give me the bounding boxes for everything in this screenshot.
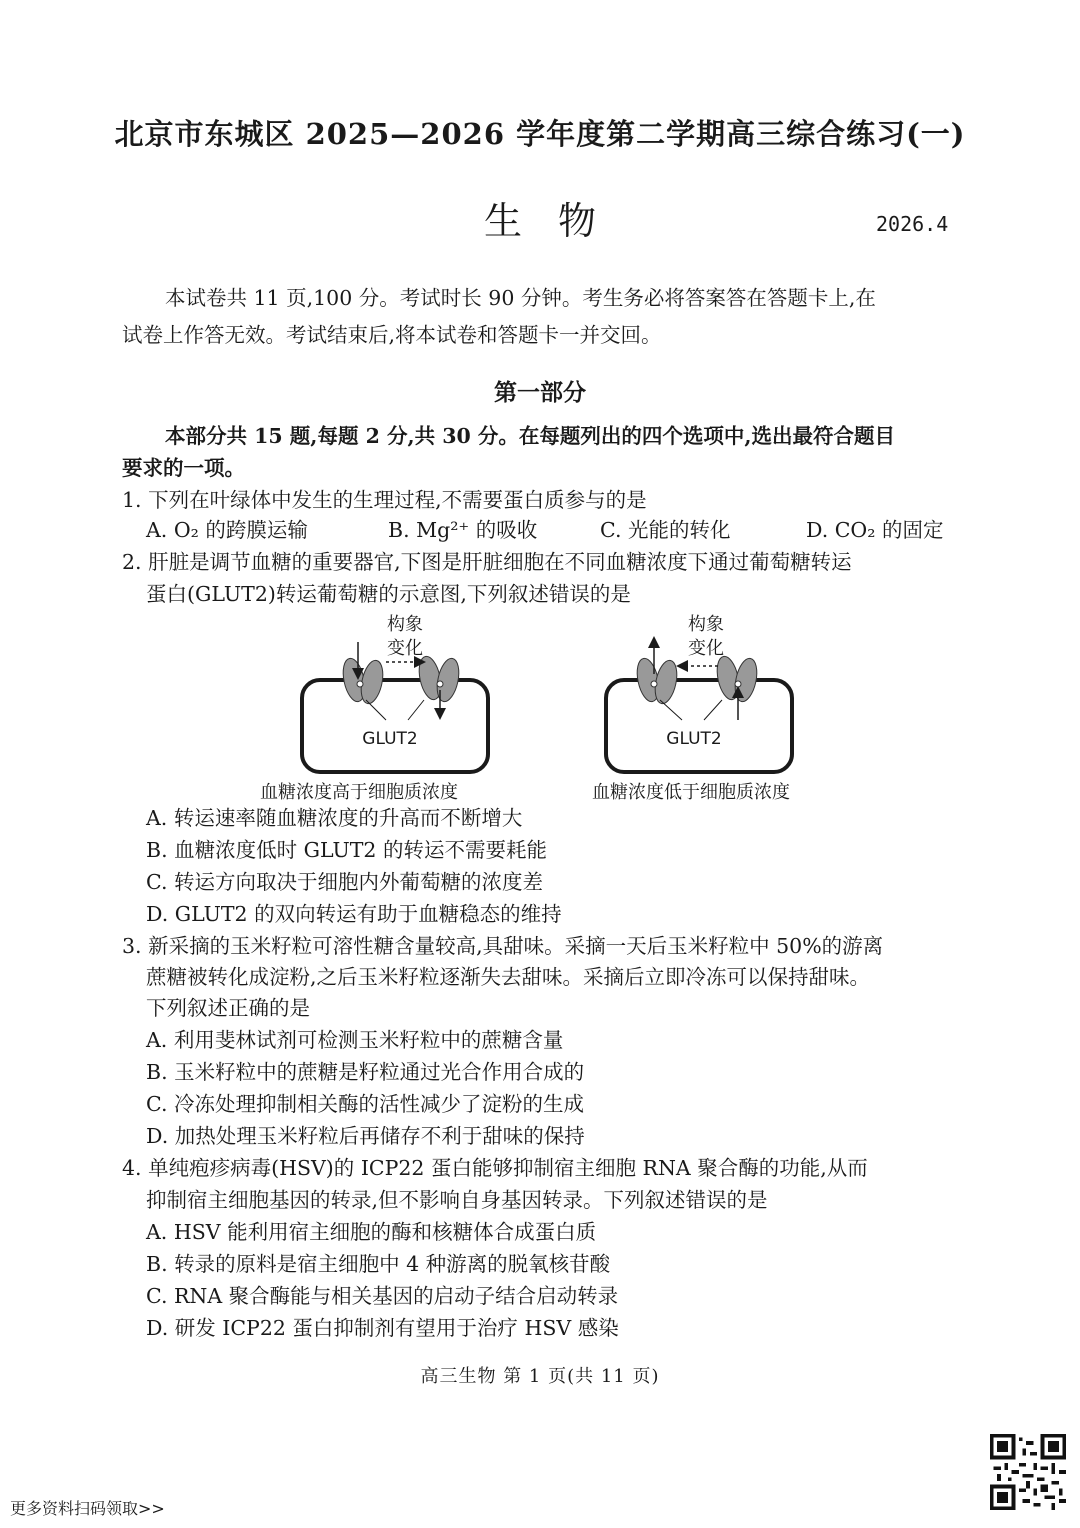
right-cell-membrane xyxy=(606,680,792,772)
right-glut2-protein-2 xyxy=(714,654,761,703)
q3-option-a: A. 利用斐林试剂可检测玉米籽粒中的蔗糖含量 xyxy=(146,1028,564,1052)
q2-option-c: C. 转运方向取决于细胞内外葡萄糖的浓度差 xyxy=(146,870,543,894)
q1-option-d: D. CO₂ 的固定 xyxy=(806,518,944,542)
q3-option-b: B. 玉米籽粒中的蔗糖是籽粒通过光合作用合成的 xyxy=(146,1060,585,1084)
right-glut2-label: GLUT2 xyxy=(666,729,722,749)
part-title: 第一部分 xyxy=(494,379,586,406)
q2-option-d: D. GLUT2 的双向转运有助于血糖稳态的维持 xyxy=(146,902,562,926)
q3-option-d: D. 加热处理玉米籽粒后再储存不利于甜味的保持 xyxy=(146,1124,585,1148)
part-instructions-line-2: 要求的一项。 xyxy=(122,456,245,480)
q4-stem-line-2: 抑制宿主细胞基因的转录,但不影响自身基因转录。下列叙述错误的是 xyxy=(146,1188,768,1212)
right-conformation-label-1: 构象 xyxy=(688,614,724,635)
q3-stem-line-2: 蔗糖被转化成淀粉,之后玉米籽粒逐渐失去甜味。采摘后立即冷冻可以保持甜味。 xyxy=(146,965,871,989)
q2-option-b: B. 血糖浓度低时 GLUT2 的转运不需要耗能 xyxy=(146,838,547,862)
exam-title: 北京市东城区 2025—2026 学年度第二学期高三综合练习(一) xyxy=(114,117,966,151)
q3-stem-line-3: 下列叙述正确的是 xyxy=(146,996,310,1020)
right-conformation-label-2: 变化 xyxy=(688,638,724,659)
q4-stem-line-1: 4. 单纯疱疹病毒(HSV)的 ICP22 蛋白能够抑制宿主细胞 RNA 聚合酶的功能,从而 xyxy=(122,1156,868,1180)
q2-stem-line-2: 蛋白(GLUT2)转运葡萄糖的示意图,下列叙述错误的是 xyxy=(146,582,631,606)
q3-option-c: C. 冷冻处理抑制相关酶的活性减少了淀粉的生成 xyxy=(146,1092,584,1116)
q1-stem: 1. 下列在叶绿体中发生的生理过程,不需要蛋白质参与的是 xyxy=(122,488,647,512)
right-glut2-protein-1 xyxy=(634,656,681,705)
part-instructions-line-1: 本部分共 15 题,每题 2 分,共 30 分。在每题列出的四个选项中,选出最符合题目 xyxy=(165,424,896,448)
right-figure-caption: 血糖浓度低于细胞质浓度 xyxy=(592,782,790,803)
left-cell-diagram xyxy=(302,614,488,772)
left-conformation-label-1: 构象 xyxy=(387,614,423,635)
subject-title: 生物 xyxy=(483,199,632,243)
left-figure-caption: 血糖浓度高于细胞质浓度 xyxy=(260,782,458,803)
left-glut2-protein-2 xyxy=(416,654,463,703)
left-conformation-label-2: 变化 xyxy=(387,638,423,659)
q4-option-a: A. HSV 能利用宿主细胞的酶和核糖体合成蛋白质 xyxy=(146,1220,597,1244)
left-glut2-label: GLUT2 xyxy=(362,729,418,749)
q4-option-d: D. 研发 ICP22 蛋白抑制剂有望用于治疗 HSV 感染 xyxy=(146,1316,619,1340)
q1-option-c: C. 光能的转化 xyxy=(600,518,731,542)
q4-option-b: B. 转录的原料是宿主细胞中 4 种游离的脱氧核苷酸 xyxy=(146,1252,611,1276)
qr-code-icon[interactable] xyxy=(990,1434,1066,1510)
q2-option-a: A. 转运速率随血糖浓度的升高而不断增大 xyxy=(146,806,523,830)
promo-text[interactable]: 更多资料扫码领取>> xyxy=(10,1499,165,1518)
right-cell-diagram xyxy=(606,614,792,772)
q1-option-b: B. Mg²⁺ 的吸收 xyxy=(388,518,538,542)
q1-option-a: A. O₂ 的跨膜运输 xyxy=(146,518,308,542)
page-footer: 高三生物 第 1 页(共 11 页) xyxy=(420,1366,660,1387)
exam-date: 2026.4 xyxy=(876,212,949,236)
q3-stem-line-1: 3. 新采摘的玉米籽粒可溶性糖含量较高,具甜味。采摘一天后玉米籽粒中 50%的游离 xyxy=(122,934,884,958)
left-glut2-protein-1 xyxy=(340,656,387,705)
intro-line-1: 本试卷共 11 页,100 分。考试时长 90 分钟。考生务必将答案答在答题卡上,在 xyxy=(165,286,876,310)
q2-stem-line-1: 2. 肝脏是调节血糖的重要器官,下图是肝脏细胞在不同血糖浓度下通过葡萄糖转运 xyxy=(122,550,852,574)
q4-option-c: C. RNA 聚合酶能与相关基因的启动子结合启动转录 xyxy=(146,1284,619,1308)
left-cell-membrane xyxy=(302,680,488,772)
intro-line-2: 试卷上作答无效。考试结束后,将本试卷和答题卡一并交回。 xyxy=(122,323,662,347)
